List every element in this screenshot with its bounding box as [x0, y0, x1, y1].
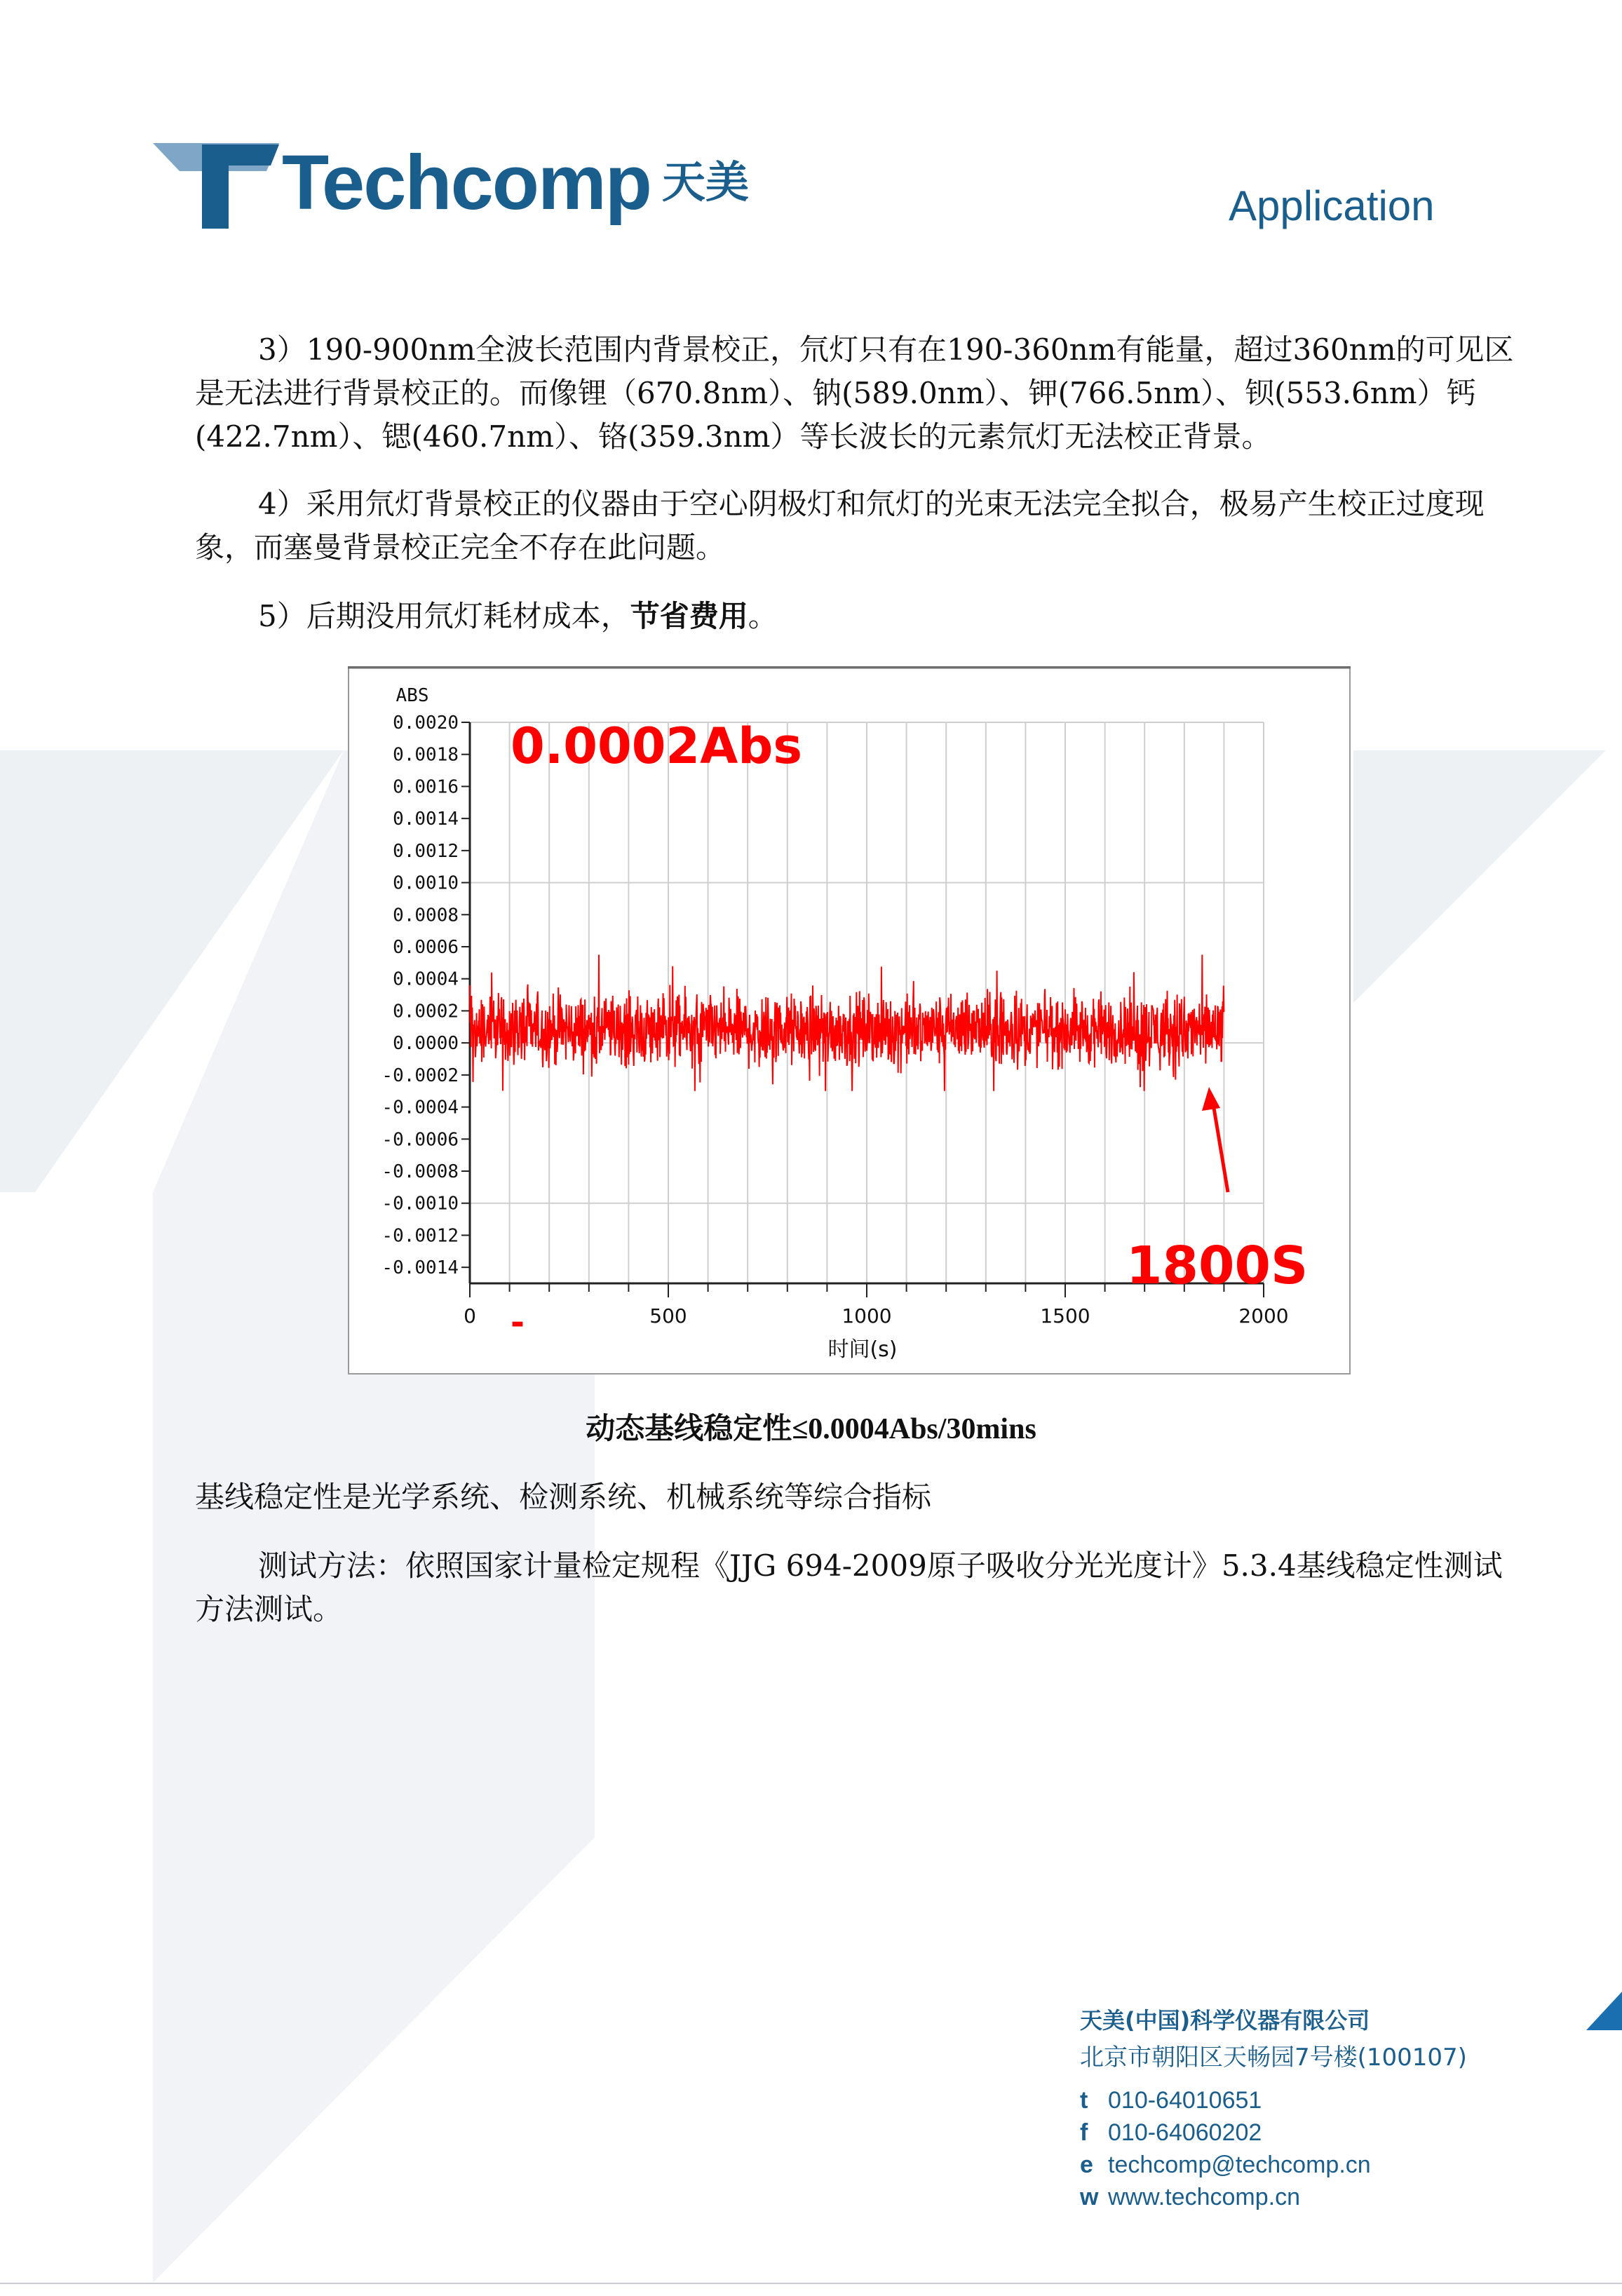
x-tick-label: 1500	[1040, 1304, 1090, 1328]
bg-shape-right	[1353, 750, 1606, 1003]
body-line-1: 基线稳定性是光学系统、检测系统、机械系统等综合指标	[195, 1480, 932, 1514]
fax-line	[1080, 2119, 1262, 2147]
company-name: 天美(中国)科学仪器有限公司	[1080, 2007, 1370, 2034]
website-link[interactable]: www.techcomp.cn	[1108, 2184, 1300, 2210]
x-tick-label: 0	[464, 1304, 476, 1328]
web-line	[1080, 2184, 1300, 2211]
paragraph-5-bold: 节省费用	[630, 599, 748, 633]
fax-number: 010-64060202	[1108, 2119, 1262, 2146]
y-tick-label: 0.0000	[393, 1033, 459, 1055]
marker-annotation: -	[511, 1303, 525, 1342]
y-axis-label: ABS	[396, 685, 429, 706]
fax-key: f	[1080, 2119, 1088, 2146]
phone-key: t	[1080, 2087, 1088, 2114]
paragraph-5	[195, 595, 1527, 638]
y-tick-label: 0.0016	[393, 776, 459, 798]
x-tick-label: 2000	[1238, 1304, 1289, 1328]
company-address: 北京市朝阳区天畅园7号楼(100107)	[1080, 2044, 1467, 2072]
y-tick-label: 0.0020	[393, 713, 459, 734]
test-method: 测试方法：依照国家计量检定规程《JJG 694-2009原子吸收分光光度计》5.3.4基线稳定性测试方法测试。	[195, 1548, 1503, 1626]
brand-name: Techcomp	[282, 140, 651, 226]
y-tick-label: -0.0008	[381, 1161, 459, 1182]
email-line	[1080, 2152, 1371, 2179]
brand-name-cn: 天美	[662, 156, 750, 208]
section-label: Application	[1229, 182, 1435, 229]
y-tick-label: 0.0012	[393, 840, 459, 862]
x-axis-label: 时间(s)	[827, 1337, 898, 1362]
paragraph-3: 3）190-900nm全波长范围内背景校正，氘灯只有在190-360nm有能量，超过360nm的可见区是无法进行背景校正的。而像锂（670.8nm）、钠(589.0nm）、钾(766.5nm）、钡(553.6nm）钙(422.7nm）、锶(460.7nm）、铬(359.3nm）等长波长的元素氘灯无法校正背景。	[195, 332, 1514, 454]
paragraph-5-suffix: 。	[748, 599, 778, 633]
y-tick-label: 0.0014	[393, 809, 459, 830]
email-address[interactable]: techcomp@techcomp.cn	[1108, 2152, 1371, 2178]
y-tick-label: 0.0006	[393, 937, 459, 958]
corner-triangle	[1586, 1992, 1622, 2030]
baseline-stability-chart	[348, 666, 1351, 1375]
x-tick-label: 500	[649, 1304, 687, 1328]
y-tick-label: 0.0010	[393, 872, 459, 894]
y-tick-label: -0.0012	[381, 1225, 459, 1247]
chart-grid	[470, 722, 1264, 1283]
chart-caption: 动态基线稳定性≤0.0004Abs/30mins	[586, 1413, 1036, 1445]
y-tick-label: -0.0006	[381, 1129, 459, 1151]
y-tick-label: 0.0004	[393, 968, 459, 990]
paragraph-5-prefix: 5）后期没用氘灯耗材成本，	[258, 599, 630, 633]
y-tick-label: -0.0014	[381, 1257, 459, 1279]
web-key: w	[1080, 2184, 1099, 2210]
x-tick-label: 1000	[842, 1304, 892, 1328]
time-annotation: 1800S	[1126, 1236, 1309, 1296]
y-tick-label: -0.0004	[381, 1097, 459, 1119]
noise-annotation: 0.0002Abs	[511, 717, 803, 775]
y-tick-label: 0.0008	[393, 905, 459, 926]
y-tick-label: 0.0002	[393, 1001, 459, 1022]
paragraph-4: 4）采用氘灯背景校正的仪器由于空心阴极灯和氘灯的光束无法完全拟合，极易产生校正过度现象，而塞曼背景校正完全不存在此问题。	[195, 487, 1485, 565]
phone-number: 010-64010651	[1108, 2087, 1262, 2114]
phone-line	[1080, 2087, 1262, 2114]
y-tick-label: 0.0018	[393, 744, 459, 766]
y-tick-label: -0.0010	[381, 1193, 459, 1215]
y-tick-label: -0.0002	[381, 1065, 459, 1086]
email-key: e	[1080, 2152, 1093, 2178]
